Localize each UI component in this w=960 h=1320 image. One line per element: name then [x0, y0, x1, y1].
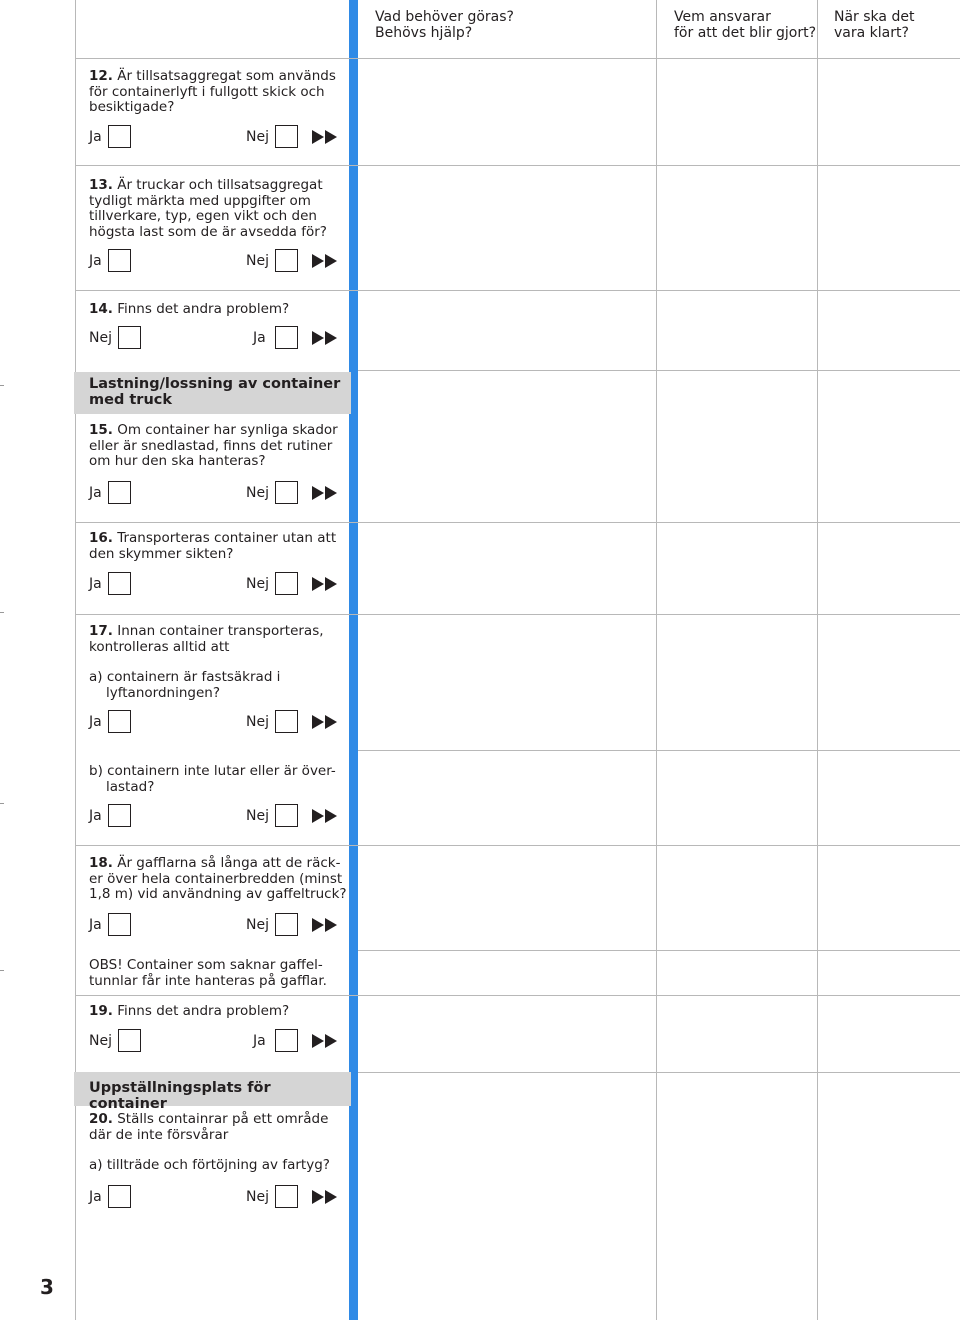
- question-16: [89, 531, 351, 562]
- question-13: [89, 178, 351, 240]
- question-text: a) containern är fastsäkrad i lyftanordningen?: [89, 669, 281, 701]
- answer-label-nej: Nej: [246, 714, 269, 730]
- question-number: 19.: [89, 1003, 113, 1019]
- checkbox-ja[interactable]: [108, 572, 131, 595]
- answer-label-ja: Ja: [89, 576, 102, 592]
- question-text: b) containern inte lutar eller är över-lastad?: [89, 763, 336, 795]
- question-18: [89, 856, 351, 903]
- question-text: Om container har synliga skador eller är snedlastad, finns det rutiner om hur den ska hanteras?: [89, 422, 338, 469]
- checkbox-nej[interactable]: [118, 326, 141, 349]
- checkbox-ja[interactable]: [108, 481, 131, 504]
- question-number: 13.: [89, 177, 113, 193]
- row-rule: [75, 845, 960, 846]
- row-rule: [358, 370, 960, 371]
- question-15: [89, 423, 351, 470]
- checkbox-nej[interactable]: [275, 125, 298, 148]
- double-arrow-icon: [312, 254, 340, 268]
- row-rule: [75, 995, 960, 996]
- double-arrow-icon: [312, 715, 340, 729]
- checkbox-nej[interactable]: [275, 710, 298, 733]
- checkbox-ja[interactable]: [108, 125, 131, 148]
- obs-note: [89, 958, 351, 989]
- answer-label-ja: Ja: [253, 330, 266, 346]
- question-12: [89, 69, 351, 116]
- section-title: Lastning/lossning av container med truck: [89, 376, 341, 408]
- question-text: a) tillträde och förtöjning av fartyg?: [89, 1157, 330, 1173]
- row-rule: [75, 522, 960, 523]
- double-arrow-icon: [312, 1190, 340, 1204]
- header-rule: [75, 58, 960, 59]
- section-header-lastning: [74, 372, 351, 414]
- margin-tick: [0, 803, 4, 804]
- answer-label-ja: Ja: [89, 1189, 102, 1205]
- answer-label-ja: Ja: [89, 917, 102, 933]
- question-number: 18.: [89, 855, 113, 871]
- header-who-responsible: Vem ansvarar för att det blir gjort?: [674, 9, 817, 41]
- margin-tick: [0, 612, 4, 613]
- section-title: Uppställningsplats för container: [89, 1080, 271, 1112]
- answer-label-ja: Ja: [89, 129, 102, 145]
- answer-label-ja: Ja: [89, 714, 102, 730]
- row-rule: [358, 1072, 960, 1073]
- answer-label-nej: Nej: [246, 485, 269, 501]
- checkbox-ja[interactable]: [108, 710, 131, 733]
- header-when-done: När ska det vara klart?: [834, 9, 915, 41]
- question-14: [89, 302, 351, 318]
- note-text: OBS! Container som saknar gaffel-tunnlar får inte hanteras på gafflar.: [89, 957, 327, 989]
- checkbox-nej[interactable]: [275, 249, 298, 272]
- answer-label-nej: Nej: [246, 1189, 269, 1205]
- answer-label-nej: Nej: [89, 1033, 112, 1049]
- answer-label-ja: Ja: [89, 485, 102, 501]
- answer-label-nej: Nej: [246, 576, 269, 592]
- column-divider-2: [656, 0, 657, 1320]
- header-what-to-do: Vad behöver göras? Behövs hjälp?: [375, 9, 514, 41]
- answer-label-nej: Nej: [246, 129, 269, 145]
- left-column-rule: [75, 0, 76, 1320]
- section-header-uppstallningsplats: [74, 1072, 351, 1112]
- checkbox-ja[interactable]: [108, 249, 131, 272]
- answer-label-ja: Ja: [89, 808, 102, 824]
- checkbox-ja[interactable]: [108, 913, 131, 936]
- row-rule: [358, 750, 960, 751]
- question-text: Innan container transporteras, kontrolleras alltid att: [89, 623, 324, 655]
- question-text: Finns det andra problem?: [117, 1003, 290, 1019]
- checkbox-nej[interactable]: [275, 481, 298, 504]
- question-17a: [89, 670, 351, 701]
- question-20: [89, 1112, 351, 1143]
- question-number: 15.: [89, 422, 113, 438]
- question-20a: [89, 1158, 351, 1174]
- checkbox-ja[interactable]: [108, 804, 131, 827]
- question-17: [89, 624, 351, 655]
- margin-tick: [0, 385, 4, 386]
- checkbox-nej[interactable]: [118, 1029, 141, 1052]
- checkbox-nej[interactable]: [275, 804, 298, 827]
- answer-label-nej: Nej: [246, 808, 269, 824]
- column-divider-3: [817, 0, 818, 1320]
- answer-label-nej: Nej: [246, 917, 269, 933]
- answer-label-nej: Nej: [89, 330, 112, 346]
- double-arrow-icon: [312, 918, 340, 932]
- question-text: Finns det andra problem?: [117, 301, 290, 317]
- double-arrow-icon: [312, 331, 340, 345]
- question-text: Är gafflarna så långa att de räck-er över hela containerbredden (minst 1,8 m) vid användning av gaffeltruck?: [89, 855, 347, 902]
- question-text: Transporteras container utan att den skymmer sikten?: [89, 530, 337, 562]
- checkbox-nej[interactable]: [275, 1185, 298, 1208]
- checkbox-nej[interactable]: [275, 913, 298, 936]
- answer-label-ja: Ja: [89, 253, 102, 269]
- question-number: 20.: [89, 1111, 113, 1127]
- double-arrow-icon: [312, 577, 340, 591]
- row-rule: [75, 614, 960, 615]
- question-text: Är tillsatsaggregat som används för containerlyft i fullgott skick och besiktigade?: [89, 68, 336, 115]
- checkbox-nej[interactable]: [275, 572, 298, 595]
- answer-label-ja: Ja: [253, 1033, 266, 1049]
- checkbox-ja[interactable]: [275, 1029, 298, 1052]
- row-rule: [75, 165, 960, 166]
- margin-tick: [0, 970, 4, 971]
- page-number: 3: [40, 1275, 54, 1299]
- double-arrow-icon: [312, 1034, 340, 1048]
- question-19: [89, 1004, 351, 1020]
- question-text: Ställs containrar på ett område där de inte försvårar: [89, 1111, 329, 1143]
- question-17b: [89, 764, 351, 795]
- question-number: 12.: [89, 68, 113, 84]
- double-arrow-icon: [312, 130, 340, 144]
- question-text: Är truckar och tillsatsaggregat tydligt märkta med uppgifter om tillverkare, typ, egen vikt och den högsta last som de är avsedda för?: [89, 177, 327, 240]
- question-number: 14.: [89, 301, 113, 317]
- answer-label-nej: Nej: [246, 253, 269, 269]
- checkbox-ja[interactable]: [108, 1185, 131, 1208]
- question-number: 17.: [89, 623, 113, 639]
- double-arrow-icon: [312, 809, 340, 823]
- question-number: 16.: [89, 530, 113, 546]
- row-rule: [358, 950, 960, 951]
- row-rule: [75, 290, 960, 291]
- checkbox-ja[interactable]: [275, 326, 298, 349]
- double-arrow-icon: [312, 486, 340, 500]
